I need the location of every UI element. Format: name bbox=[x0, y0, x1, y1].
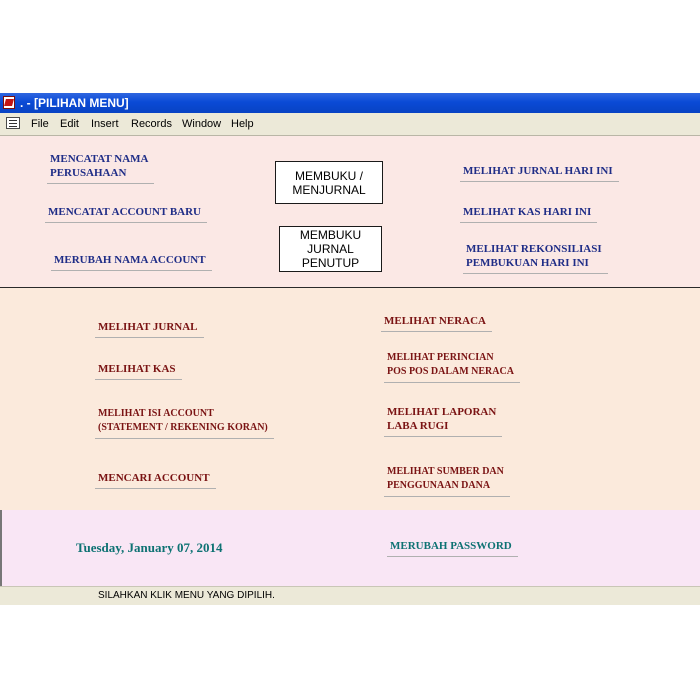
link-melihat-neraca[interactable]: MELIHAT NERACA bbox=[384, 314, 486, 332]
menu-help[interactable] bbox=[229, 113, 256, 135]
menu-window-label: Window bbox=[182, 118, 222, 130]
menu-file[interactable] bbox=[29, 113, 51, 135]
app-icon[interactable] bbox=[3, 96, 15, 109]
link-melihat-kas-hari-ini[interactable]: MELIHAT KAS HARI INI bbox=[463, 205, 591, 223]
membuku-menjurnal-button[interactable]: MEMBUKU / MENJURNAL bbox=[275, 161, 383, 204]
link-melihat-jurnal[interactable]: MELIHAT JURNAL bbox=[98, 320, 198, 338]
link-merubah-password[interactable]: MERUBAH PASSWORD bbox=[390, 539, 512, 557]
link-mencatat-account-baru[interactable]: MENCATAT ACCOUNT BARU bbox=[48, 205, 201, 223]
link-melihat-kas[interactable]: MELIHAT KAS bbox=[98, 362, 176, 380]
status-bar bbox=[0, 586, 700, 605]
status-text: SILAHKAN KLIK MENU YANG DIPILIH. bbox=[98, 590, 275, 601]
window-title: . - [PILIHAN MENU] bbox=[20, 96, 129, 110]
link-merubah-nama-account[interactable]: MERUBAH NAMA ACCOUNT bbox=[54, 253, 206, 271]
menu-edit[interactable] bbox=[58, 113, 81, 135]
form-control-icon[interactable] bbox=[6, 117, 20, 129]
current-date: Tuesday, January 07, 2014 bbox=[76, 540, 223, 555]
link-melihat-sumber-dana[interactable]: MELIHAT SUMBER DAN PENGGUNAAN DANA bbox=[387, 465, 504, 497]
link-melihat-isi-account[interactable]: MELIHAT ISI ACCOUNT (STATEMENT / REKENING KORAN) bbox=[98, 407, 268, 439]
link-mencatat-nama-perusahaan[interactable]: MENCATAT NAMA PERUSAHAAN bbox=[50, 152, 148, 184]
link-melihat-laporan-laba-rugi[interactable]: MELIHAT LAPORAN LABA RUGI bbox=[387, 405, 496, 437]
link-melihat-rekonsiliasi[interactable]: MELIHAT REKONSILIASI PEMBUKUAN HARI INI bbox=[466, 242, 602, 274]
link-melihat-jurnal-hari-ini[interactable]: MELIHAT JURNAL HARI INI bbox=[463, 164, 613, 182]
membuku-jurnal-penutup-button[interactable]: MEMBUKU JURNAL PENUTUP bbox=[279, 226, 382, 272]
window-title-bar[interactable] bbox=[0, 93, 700, 113]
link-mencari-account[interactable]: MENCARI ACCOUNT bbox=[98, 471, 210, 489]
menu-file-label: File bbox=[31, 118, 49, 130]
menu-help-label: Help bbox=[231, 118, 254, 130]
menu-bar bbox=[0, 113, 700, 136]
menu-edit-label: Edit bbox=[60, 118, 79, 130]
menu-insert-label: Insert bbox=[91, 118, 119, 130]
menu-records[interactable] bbox=[129, 113, 174, 135]
link-melihat-perincian-pos[interactable]: MELIHAT PERINCIAN POS POS DALAM NERACA bbox=[387, 351, 514, 383]
menu-insert[interactable] bbox=[89, 113, 121, 135]
menu-records-label: Records bbox=[131, 118, 172, 130]
menu-window[interactable] bbox=[180, 113, 223, 135]
